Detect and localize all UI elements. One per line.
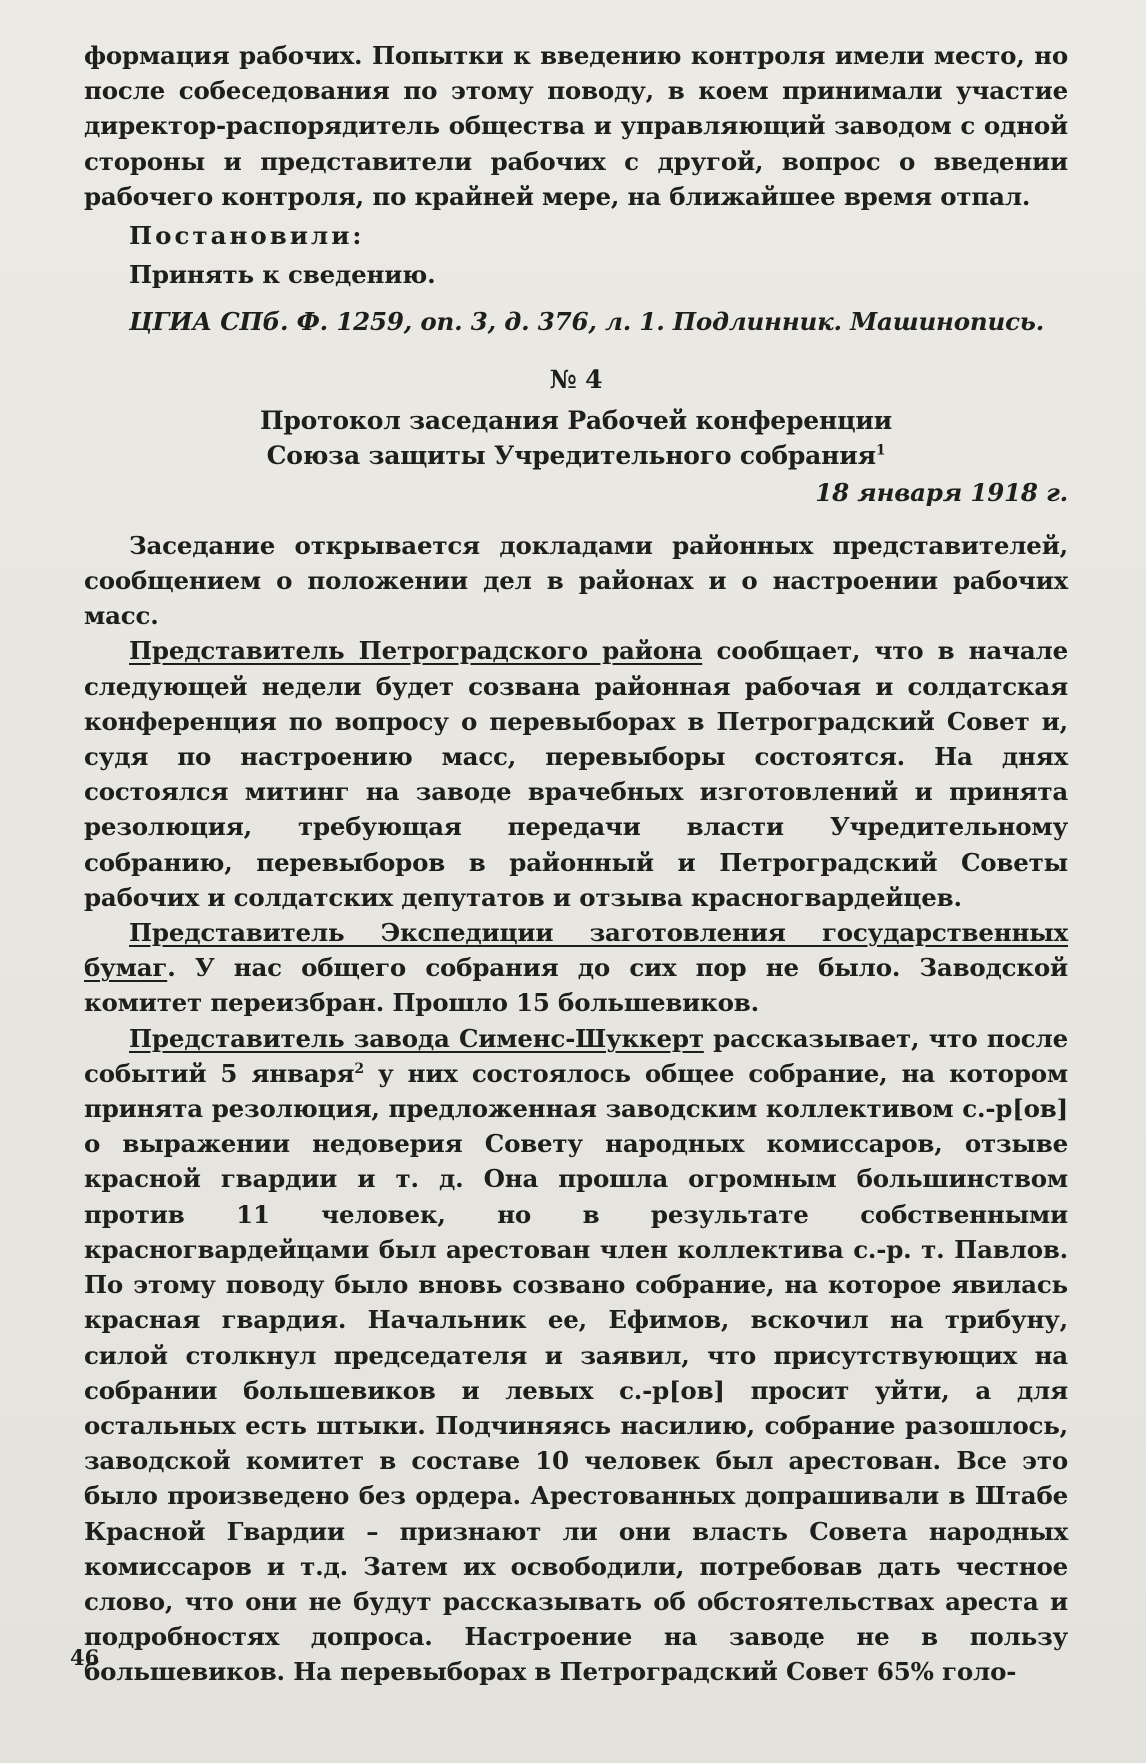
speaker2-paragraph	[84, 915, 1068, 1021]
footnote-marker-2: 2	[354, 1060, 364, 1077]
speaker3-text-b: у них состоялось общее собрание, на котором принята резолюция, предложенная заводским коллективом с.-р[ов] о выражении недоверия Совету народных комиссаров, отзыве красной гвардии и т. д. Она прошла огромным большинством против 11 человек, но в результате собственными красногвардейцами был арестован член коллектива с.-р. т. Павлов. По этому поводу было вновь созвано собрание, на которое явилась красная гвардия. Начальник ее, Ефимов, вскочил на трибуну, силой столкнул председателя и заявил, что присутствующих на собрании большевиков и левых с.-р[ов] просит уйти, а для остальных есть штыки. Подчиняясь насилию, собрание разошлось, заводской комитет в составе 10 человек был арестован. Все это было произведено без ордера. Арестованных допрашивали в Штабе Красной Гвардии – признают ли они власть Совета народных комиссаров и т.д. Затем их освободили, потребовав дать честное слово, что они не будут рассказывать об обстоятельствах ареста и подробностях допроса. Настроение на заводе не в пользу большевиков. На перевыборах в Петроградский Совет 65% голо-	[84, 1058, 1068, 1687]
opening-paragraph: Заседание открывается докладами районных представителей, сообщением о положении дел в районах и о настроении рабочих масс.	[84, 530, 1068, 631]
speaker2-dot: .	[167, 953, 176, 983]
resolved-text: Принять к сведению.	[129, 260, 436, 290]
archive-reference: ЦГИА СПб. Ф. 1259, оп. 3, д. 376, л. 1. Подлинник. Машинопись.	[129, 307, 1045, 337]
speaker1-paragraph	[84, 633, 1068, 915]
document-title-line2	[84, 438, 1068, 473]
document-title-line2-text: Союза защиты Учредительного собрания	[266, 440, 876, 470]
document-title-line1: Протокол заседания Рабочей конференции	[259, 405, 893, 435]
paragraph-continued: формация рабочих. Попытки к введению контроля имели место, но после собеседования по этому поводу, в коем принимали участие директор-распорядитель общества и управляющий заводом с одной стороны и представители рабочих с другой, вопрос о введении рабочего контроля, по крайней мере, на ближайшее время отпал.	[84, 41, 1068, 211]
document-number: № 4	[549, 364, 603, 394]
speaker1-name: Представитель Петроградского района	[129, 636, 703, 666]
document-body	[84, 38, 1068, 1690]
resolved-label: Постановили:	[129, 221, 365, 251]
speaker1-text: сообщает, что в начале следующей недели будет созвана районная рабочая и солдатская конференция по вопросу о перевыборах в Петроградский Совет и, судя по настроению масс, перевыборы состоятся. На днях состоялся митинг на заводе врачебных изготовлений и принята резолюция, требующая передачи власти Учредительному собранию, перевыборов в районный и Петроградский Советы рабочих и солдатских депутатов и отзыва красногвардейцев.	[84, 636, 1068, 912]
speaker3-name: Представитель завода Сименс-Шуккерт	[129, 1023, 704, 1053]
speaker2-name: Представитель Экспедиции заготовления государственных бумаг	[84, 918, 1068, 983]
page-number: 46	[70, 1645, 100, 1670]
speaker2-text: У нас общего собрания до сих пор не было. Заводской комитет переизбран. Прошло 15 большевиков.	[84, 953, 1068, 1018]
document-date: 18 января 1918 г.	[815, 477, 1068, 507]
footnote-marker-1: 1	[875, 442, 886, 459]
speaker3-text-a: рассказывает, что после событий 5 января	[84, 1023, 1068, 1088]
speaker3-paragraph	[84, 1021, 1068, 1690]
